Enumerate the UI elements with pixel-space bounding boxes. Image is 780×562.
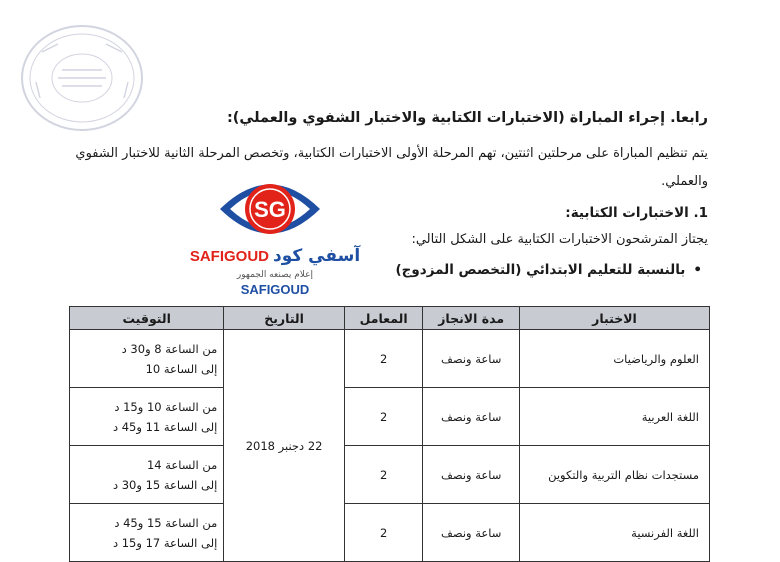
cell-duration: ساعة ونصف <box>423 446 520 504</box>
section-title: رابعا. إجراء المباراة (الاختبارات الكتابية والاختبار الشفوي والعملي): <box>226 110 708 126</box>
cell-test: اللغة الفرنسية <box>519 504 709 562</box>
exam-schedule-table <box>69 306 710 562</box>
cell-test: العلوم والرياضيات <box>519 330 709 388</box>
brand-sub: SAFIGOUD <box>240 282 310 297</box>
time-from: من الساعة 14 <box>146 457 218 472</box>
time-to: إلى الساعة 17 و15 د <box>112 535 218 550</box>
bullet-text: بالنسبة للتعليم الابتدائي (التخصص المزدوج) <box>395 262 686 278</box>
cell-coefficient: 2 <box>344 446 423 504</box>
bullet-item <box>395 262 702 278</box>
table-header-row <box>70 307 710 330</box>
time-to: إلى الساعة 10 <box>145 361 218 376</box>
cell-time <box>70 504 224 562</box>
cell-test: مستجدات نظام التربية والتكوين <box>519 446 709 504</box>
subsection-title: 1. الاختبارات الكتابية: <box>565 205 708 221</box>
official-stamp <box>18 22 146 134</box>
brand-latin: SAFIGOUD <box>189 248 269 265</box>
table-row <box>70 504 710 562</box>
watermark-logo <box>180 168 370 308</box>
emblem-letters: SG <box>254 197 286 222</box>
brand-tagline: إعلام يصنعه الجمهور <box>236 270 314 280</box>
cell-test: اللغة العربية <box>519 388 709 446</box>
header-test: الاختبار <box>519 307 709 330</box>
cell-duration: ساعة ونصف <box>423 504 520 562</box>
table-row <box>70 446 710 504</box>
bullet-dot-icon: • <box>693 262 702 278</box>
cell-coefficient: 2 <box>344 388 423 446</box>
time-to: إلى الساعة 11 و45 د <box>112 419 218 434</box>
cell-coefficient: 2 <box>344 330 423 388</box>
header-duration: مدة الانجاز <box>423 307 520 330</box>
time-from: من الساعة 15 و45 د <box>114 515 218 530</box>
cell-time <box>70 446 224 504</box>
brand-name <box>180 246 370 266</box>
header-coefficient: المعامل <box>344 307 423 330</box>
time-from: من الساعة 8 و30 د <box>121 341 218 356</box>
subsection-text: يجتاز المترشحون الاختبارات الكتابية على الشكل التالي: <box>411 232 708 247</box>
table-row <box>70 330 710 388</box>
time-from: من الساعة 10 و15 د <box>114 399 218 414</box>
cell-coefficient: 2 <box>344 504 423 562</box>
table-row <box>70 388 710 446</box>
cell-date: 22 دجنبر 2018 <box>224 330 345 562</box>
cell-duration: ساعة ونصف <box>423 388 520 446</box>
safigoud-emblem-icon <box>216 168 324 250</box>
time-to: إلى الساعة 15 و30 د <box>112 477 218 492</box>
header-date: التاريخ <box>224 307 345 330</box>
brand-arabic: آسفي كود <box>273 246 361 266</box>
cell-time <box>70 330 224 388</box>
cell-time <box>70 388 224 446</box>
header-time: التوقيت <box>70 307 224 330</box>
cell-duration: ساعة ونصف <box>423 330 520 388</box>
intro-paragraph: يتم تنظيم المباراة على مرحلتين اثنتين، تهم المرحلة الأولى الاختبارات الكتابية، وتخصص المرحلة الثانية للاختبار الشفوي والعملي. <box>75 146 708 189</box>
